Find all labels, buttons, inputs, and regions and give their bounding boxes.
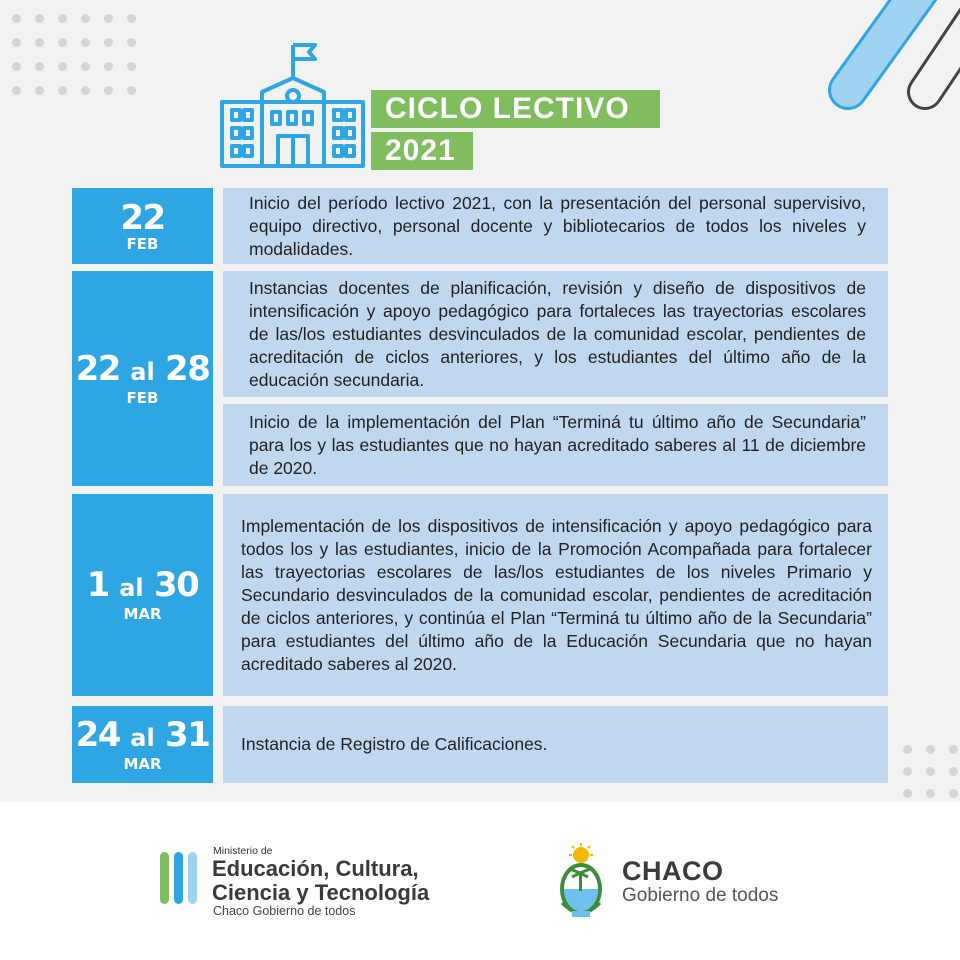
- ministry-bars-logo: [160, 852, 200, 904]
- date-block-2: [72, 271, 213, 486]
- chaco-title: CHACO: [622, 856, 724, 886]
- chaco-seal-icon: [552, 843, 610, 923]
- title-line-2: 2021: [371, 132, 473, 170]
- date-day: 1 al 30: [86, 565, 199, 605]
- date-block-3: [72, 494, 213, 696]
- date-day: 22 al 28: [75, 348, 210, 389]
- description-3: Implementación de los dispositivos de intensificación y apoyo pedagógico para todos los y las estudiantes, inicio de la Promoción Acompañada para fortalecer las trayectorias escolares de las/los estudiantes de los niveles Primario y Secundario desvinculados de la comunidad escolar, pendientes de acreditación de ciclos anteriores, y continúa el Plan “Terminá tu último año de la Secundaria” para estudiantes del último año de la Educación Secundaria que no hayan acreditado saberes al 2020.: [223, 494, 888, 696]
- footer: [0, 802, 960, 960]
- date-month: MAR: [123, 605, 162, 623]
- date-month: MAR: [123, 754, 162, 773]
- ministry-small-label: Ministerio de: [213, 845, 273, 857]
- ministry-subtitle: Chaco Gobierno de todos: [213, 904, 356, 918]
- description-1: Inicio del período lectivo 2021, con la presentación del personal supervisivo, equipo directivo, personal docente y bibliotecarios de todos los niveles y modalidades.: [223, 188, 888, 264]
- description-2a: Instancias docentes de planificación, revisión y diseño de dispositivos de intensificación y apoyo pedagógico para fortaleces las trayectorias escolares de las/los estudiantes desvinculados de la comunidad escolar, pendientes de acreditación de ciclos anteriores, y los estudiantes del último año de la educación secundaria.: [223, 271, 888, 397]
- date-day: 24 al 31: [75, 714, 210, 755]
- date-day: 22: [120, 197, 165, 238]
- description-2b: Inicio de la implementación del Plan “Terminá tu último año de Secundaria” para los y las estudiantes que no hayan acreditado saberes al 11 de diciembre de 2020.: [223, 404, 888, 486]
- school-building-icon: [220, 40, 365, 170]
- date-month: FEB: [126, 234, 159, 253]
- ministry-name: Educación, Cultura, Ciencia y Tecnología: [212, 856, 430, 905]
- title-line-1: CICLO LECTIVO: [371, 90, 660, 128]
- date-block-4: [72, 706, 213, 783]
- chaco-subtitle: Gobierno de todos: [622, 885, 779, 906]
- description-4: Instancia de Registro de Calificaciones.: [223, 706, 888, 783]
- date-block-1: [72, 188, 213, 264]
- date-month: FEB: [126, 388, 159, 407]
